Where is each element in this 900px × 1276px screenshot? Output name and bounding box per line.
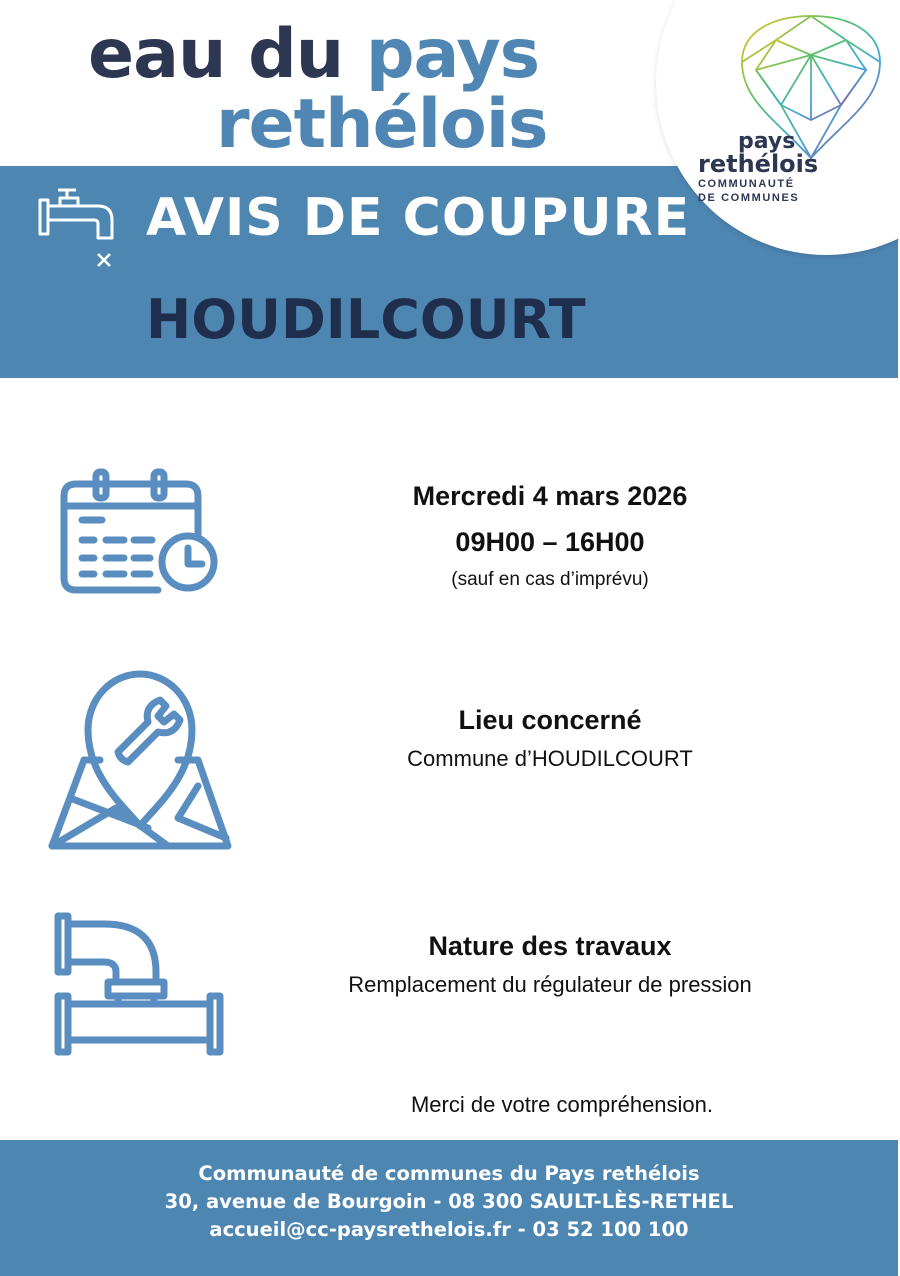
location-value: Commune d’HOUDILCOURT	[407, 746, 693, 771]
pipe-icon	[54, 910, 224, 1060]
schedule-note: (sauf en cas d’imprévu)	[451, 569, 649, 590]
thanks-text: Merci de votre compréhension.	[410, 1092, 714, 1117]
logo-text-rethelois: rethélois	[698, 150, 819, 178]
works-block	[300, 928, 800, 1000]
footer	[0, 1140, 898, 1276]
calendar-clock-icon	[58, 466, 228, 596]
logo-text-communaute: COMMUNAUTÉ	[698, 178, 795, 190]
location-block	[300, 702, 800, 774]
brand-title-dark: eau du	[88, 15, 344, 94]
schedule-hours: 09H00 – 16H00	[455, 527, 645, 557]
thanks-block	[312, 1090, 812, 1120]
works-title: Nature des travaux	[428, 931, 672, 961]
footer-organization: Communauté de communes du Pays rethélois	[198, 1162, 700, 1185]
faucet-icon	[36, 186, 116, 270]
footer-address: 30, avenue de Bourgoin - 08 300 SAULT-LÈS-RETHEL	[164, 1190, 734, 1213]
works-value: Remplacement du régulateur de pression	[348, 972, 752, 997]
footer-contact: accueil@cc-paysrethelois.fr - 03 52 100 100	[209, 1218, 689, 1241]
brand-title-blue: pays	[365, 15, 540, 94]
brand-title-line2: rethélois	[216, 85, 548, 164]
logo-text-pays: pays	[738, 129, 796, 154]
schedule-block	[300, 478, 800, 594]
location-title: Lieu concerné	[458, 705, 642, 735]
map-wrench-icon	[48, 668, 232, 852]
banner-commune: HOUDILCOURT	[146, 288, 586, 351]
banner-title: AVIS DE COUPURE	[146, 188, 691, 248]
logo-text-de-communes: DE COMMUNES	[698, 192, 800, 204]
schedule-date: Mercredi 4 mars 2026	[412, 481, 688, 511]
